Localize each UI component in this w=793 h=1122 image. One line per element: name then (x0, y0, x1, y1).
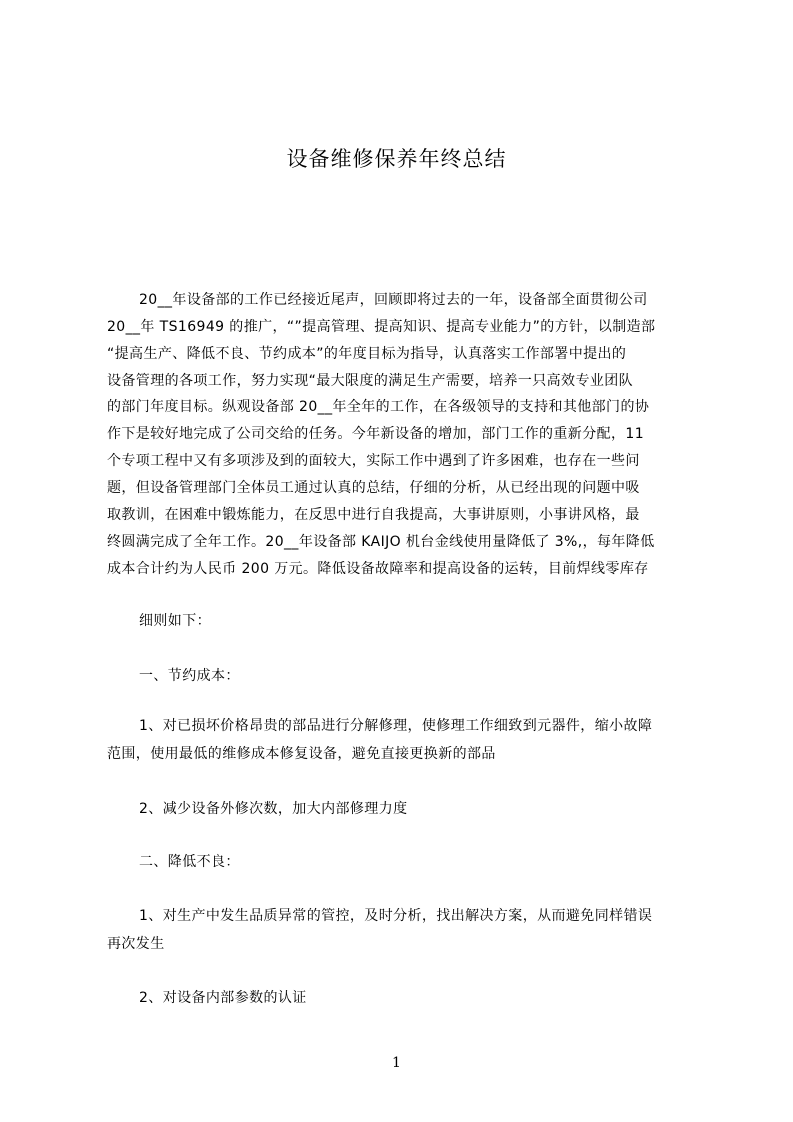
section-2-item-1-line-2: 再次发生 (107, 936, 165, 952)
section-1-item-1-line-1: 1、对已损坏价格昂贵的部品进行分解修理，使修理工作细致到元器件，缩小故障 (139, 718, 653, 734)
intro-line-11: 成本合计约为人民币 200 万元。降低设备故障率和提高设备的运转，目前焊线零库存 (107, 561, 649, 577)
section-1-heading: 一、节约成本： (139, 668, 240, 684)
section-2-heading: 二、降低不良： (139, 854, 240, 870)
intro-line-10: 终圆满完成了全年工作。20__年设备部 KAIJO 机台金线使用量降低了 3%,，每年降低 (107, 534, 655, 550)
intro-line-8: 题，但设备管理部门全体员工通过认真的总结，仔细的分析，从已经出现的问题中吸 (107, 480, 640, 496)
section-1-item-2: 2、减少设备外修次数，加大内部修理力度 (139, 801, 408, 817)
intro-line-3: “提高生产、降低不良、节约成本”的年度目标为指导，认真落实工作部署中提出的 (107, 346, 627, 362)
document-title: 设备维修保养年终总结 (286, 147, 507, 171)
intro-line-5: 的部门年度目标。纵观设备部 20__年全年的工作，在各级领导的支持和其他部门的协 (107, 399, 650, 415)
section-2-item-2: 2、对设备内部参数的认证 (139, 990, 307, 1006)
intro-line-9: 取教训，在困难中锻炼能力，在反思中进行自我提高，大事讲原则，小事讲风格，最 (107, 507, 640, 523)
intro-line-7: 个专项工程中又有多项涉及到的面较大，实际工作中遇到了许多困难，也存在一些问 (107, 453, 640, 469)
intro-line-4: 设备管理的各项工作，努力实现“最大限度的满足生产需要，培养一只高效专业团队 (107, 373, 634, 389)
intro-line-1: 20__年设备部的工作已经接近尾声，回顾即将过去的一年，设备部全面贯彻公司 (139, 292, 648, 308)
section-2-item-1-line-1: 1、对生产中发生品质异常的管控，及时分析，找出解决方案，从而避免同样错误 (139, 908, 653, 924)
details-heading: 细则如下： (139, 613, 211, 629)
intro-line-6: 作下是较好地完成了公司交给的任务。今年新设备的增加，部门工作的重新分配，11 (107, 426, 645, 442)
section-1-item-1-line-2: 范围，使用最低的维修成本修复设备，避免直接更换新的部品 (107, 746, 496, 762)
intro-line-2: 20__年 TS16949 的推广，“”提高管理、提高知识、提高专业能力”的方针，以制造部 (107, 319, 656, 335)
page-number: 1 (392, 1055, 401, 1071)
